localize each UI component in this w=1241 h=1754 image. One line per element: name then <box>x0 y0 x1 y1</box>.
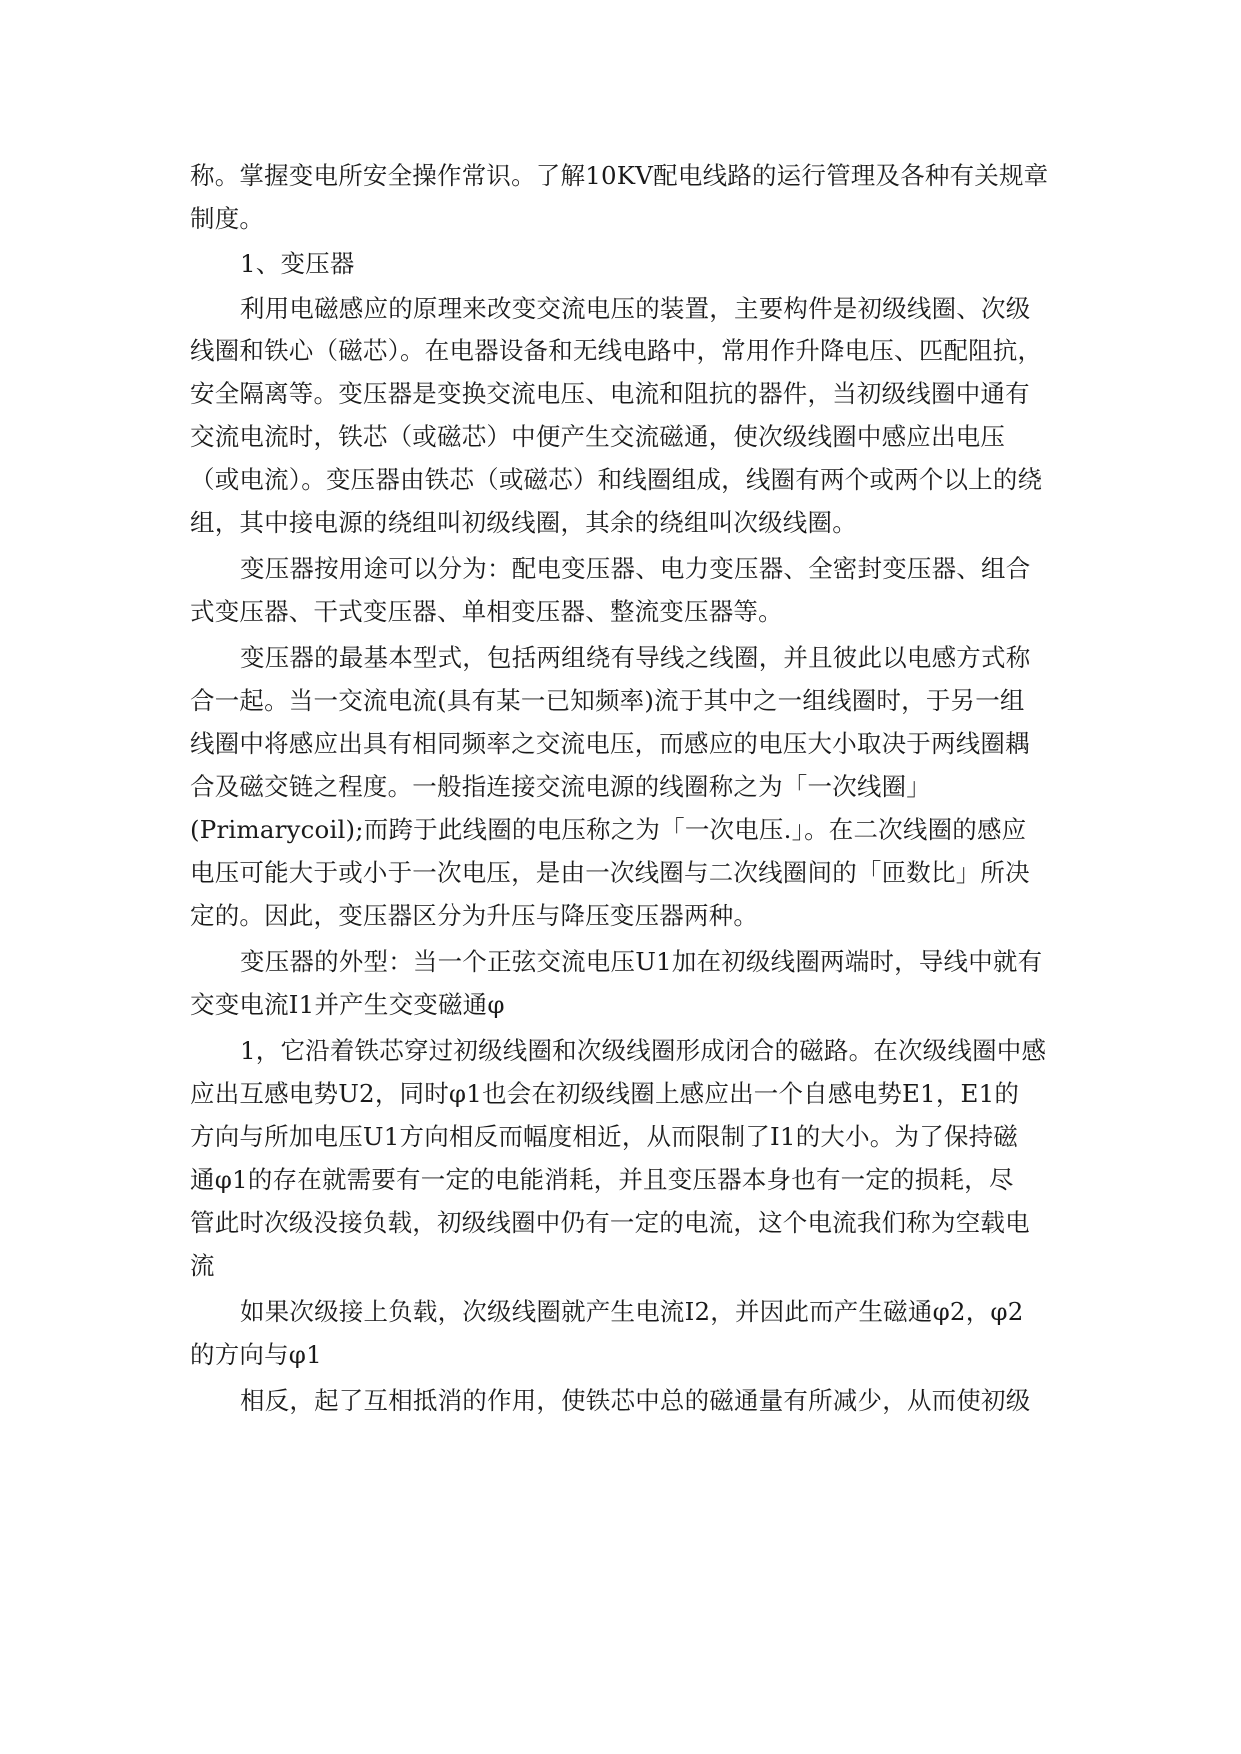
text-line: 管此时次级没接负载，初级线圈中仍有一定的电流，这个电流我们称为空载电 <box>190 1208 1030 1237</box>
text-line: 称。掌握变电所安全操作常识。了解10KV配电线路的运行管理及各种有关规章 <box>190 161 1049 190</box>
text-line: 如果次级接上负载，次级线圈就产生电流I2，并因此而产生磁通φ2，φ2 <box>240 1297 1024 1326</box>
text-line: 1，它沿着铁芯穿过初级线圈和次级线圈形成闭合的磁路。在次级线圈中感 <box>240 1036 1047 1065</box>
text-line: 变压器的最基本型式，包括两组绕有导线之线圈，并且彼此以电感方式称 <box>240 643 1031 672</box>
text-line: 定的。因此，变压器区分为升压与降压变压器两种。 <box>190 901 759 930</box>
text-line: 应出互感电势U2，同时φ1也会在初级线圈上感应出一个自感电势E1，E1的 <box>190 1079 1020 1108</box>
text-line: 利用电磁感应的原理来改变交流电压的装置，主要构件是初级线圈、次级 <box>240 294 1031 323</box>
text-line: 变压器的外型：当一个正弦交流电压U1加在初级线圈两端时，导线中就有 <box>240 947 1043 976</box>
text-line: 合一起。当一交流电流(具有某一已知频率)流于其中之一组线圈时，于另一组 <box>190 686 1025 715</box>
text-line: 交变电流I1并产生交变磁通φ <box>190 990 505 1019</box>
text-line: 电压可能大于或小于一次电压，是由一次线圈与二次线圈间的「匝数比」所决 <box>190 858 1030 887</box>
text-line: 线圈和铁心（磁芯）。在电器设备和无线电路中，常用作升降电压、匹配阻抗， <box>190 336 1043 365</box>
text-line: 合及磁交链之程度。一般指连接交流电源的线圈称之为「一次线圈」 <box>190 772 931 801</box>
text-line: 交流电流时，铁芯（或磁芯）中便产生交流磁通，使次级线圈中感应出电压 <box>190 422 1006 451</box>
text-line: 安全隔离等。变压器是变换交流电压、电流和阻抗的器件，当初级线圈中通有 <box>190 379 1030 408</box>
text-line: 通φ1的存在就需要有一定的电能消耗，并且变压器本身也有一定的损耗，尽 <box>190 1165 1014 1194</box>
text-line: 组，其中接电源的绕组叫初级线圈，其余的绕组叫次级线圈。 <box>190 508 857 537</box>
text-line: (Primarycoil);而跨于此线圈的电压称之为「一次电压.」。在二次线圈的感应 <box>190 815 1027 844</box>
text-line: 流 <box>190 1251 215 1280</box>
text-line: 方向与所加电压U1方向相反而幅度相近，从而限制了I1的大小。为了保持磁 <box>190 1122 1018 1151</box>
text-line: 式变压器、干式变压器、单相变压器、整流变压器等。 <box>190 597 783 626</box>
text-line: （或电流）。变压器由铁芯（或磁芯）和线圈组成，线圈有两个或两个以上的绕 <box>190 465 1043 494</box>
text-line: 制度。 <box>190 204 265 233</box>
text-line: 的方向与φ1 <box>190 1340 322 1369</box>
text-line: 变压器按用途可以分为：配电变压器、电力变压器、全密封变压器、组合 <box>240 554 1031 583</box>
section-heading: 1、变压器 <box>240 249 355 278</box>
text-line: 线圈中将感应出具有相同频率之交流电压，而感应的电压大小取决于两线圈耦 <box>190 729 1030 758</box>
text-line: 相反，起了互相抵消的作用，使铁芯中总的磁通量有所减少，从而使初级 <box>240 1386 1031 1415</box>
